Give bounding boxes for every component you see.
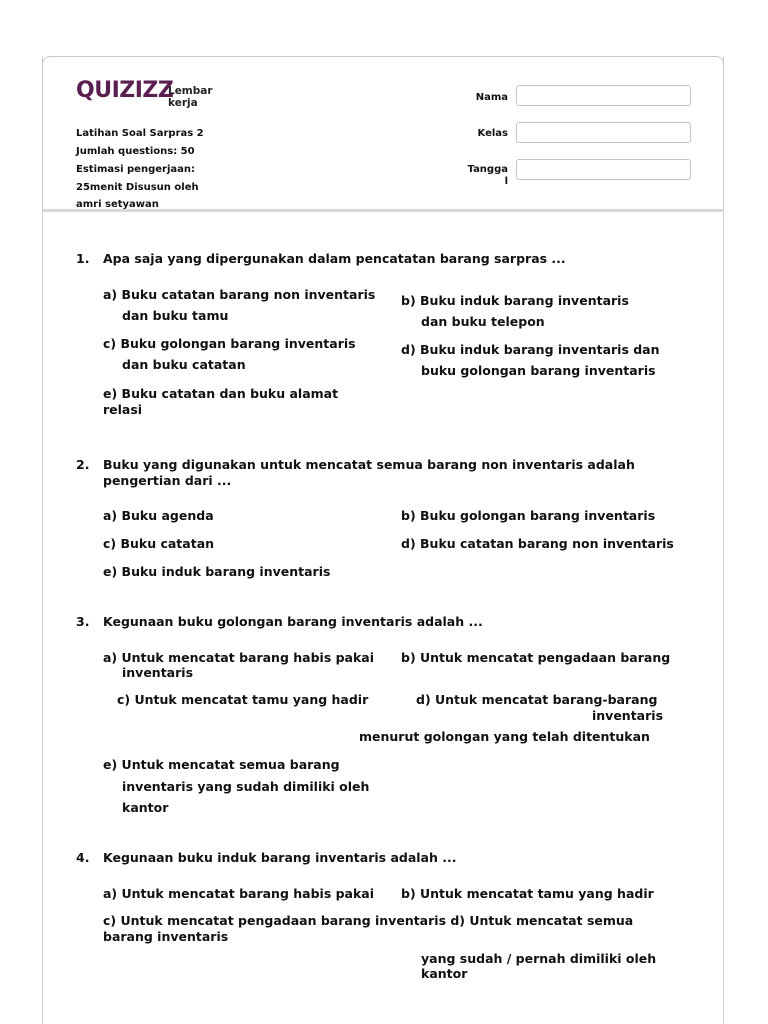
estimated-time-author: 25menit Disusun oleh bbox=[76, 182, 199, 193]
estimated-time: Estimasi pengerjaan: bbox=[76, 164, 195, 175]
date-field[interactable] bbox=[516, 159, 691, 180]
answer-option-a: a) Buku catatan barang non inventaris bbox=[103, 287, 376, 302]
answer-option-b: b) Untuk mencatat tamu yang hadir bbox=[401, 886, 654, 901]
answer-option-d-cont: menurut golongan yang telah ditentukan bbox=[359, 729, 650, 744]
answer-option-b: b) Untuk mencatat pengadaan barang bbox=[401, 650, 671, 665]
class-field[interactable] bbox=[516, 122, 691, 143]
answer-option-e-cont: relasi bbox=[103, 402, 143, 417]
answer-option-d-cont: kantor bbox=[421, 966, 468, 981]
question-text: Buku yang digunakan untuk mencatat semua barang non inventaris adalah bbox=[103, 457, 635, 472]
question-number: 3. bbox=[76, 614, 90, 629]
author-name: amri setyawan bbox=[76, 199, 159, 210]
date-label: Tangga l bbox=[467, 164, 508, 187]
answer-option-a: a) Untuk mencatat barang habis pakai bbox=[103, 886, 375, 901]
answer-option-d: d) Buku catatan barang non inventaris bbox=[401, 536, 674, 551]
answer-option-b: b) Buku golongan barang inventaris bbox=[401, 508, 656, 523]
answer-option-b: b) Buku induk barang inventaris bbox=[401, 293, 629, 308]
question-text: Kegunaan buku induk barang inventaris adalah ... bbox=[103, 850, 457, 865]
answer-option-a-cont: inventaris bbox=[122, 665, 194, 680]
answer-option-e-cont: kantor bbox=[122, 800, 169, 815]
answer-option-e: e) Buku induk barang inventaris bbox=[103, 564, 331, 579]
question-text: Apa saja yang dipergunakan dalam pencatatan barang sarpras ... bbox=[103, 251, 566, 266]
question-text: Kegunaan buku golongan barang inventaris adalah ... bbox=[103, 614, 483, 629]
answer-option-d-cont: buku golongan barang inventaris bbox=[421, 363, 656, 378]
answer-option-d-cont: inventaris bbox=[592, 708, 664, 723]
answer-option-e: e) Buku catatan dan buku alamat bbox=[103, 386, 339, 401]
logo-subtitle: Lembar kerja bbox=[168, 85, 213, 109]
question-number: 2. bbox=[76, 457, 90, 472]
quizizz-logo: QUIZIZZ bbox=[76, 78, 174, 103]
answer-option-c-cont: dan buku catatan bbox=[122, 357, 246, 372]
answer-option-d-cont: yang sudah / pernah dimiliki oleh bbox=[421, 951, 657, 966]
name-field[interactable] bbox=[516, 85, 691, 106]
answer-option-c: c) Buku catatan bbox=[103, 536, 215, 551]
question-number: 4. bbox=[76, 850, 90, 865]
answer-option-c: c) Buku golongan barang inventaris bbox=[103, 336, 356, 351]
quiz-title: Latihan Soal Sarpras 2 bbox=[76, 128, 204, 139]
class-label: Kelas bbox=[477, 128, 508, 139]
question-text-cont: pengertian dari ... bbox=[103, 473, 232, 488]
answer-option-e-cont: inventaris yang sudah dimiliki oleh bbox=[122, 779, 370, 794]
answer-option-a-cont: dan buku tamu bbox=[122, 308, 229, 323]
question-number: 1. bbox=[76, 251, 90, 266]
answer-option-c-cont: barang inventaris bbox=[103, 929, 229, 944]
answer-option-a: a) Untuk mencatat barang habis pakai bbox=[103, 650, 375, 665]
answer-option-d: d) Buku induk barang inventaris dan bbox=[401, 342, 660, 357]
answer-option-c-d: c) Untuk mencatat pengadaan barang inventaris d) Untuk mencatat semua bbox=[103, 913, 634, 928]
answer-option-a: a) Buku agenda bbox=[103, 508, 214, 523]
answer-option-e: e) Untuk mencatat semua barang bbox=[103, 757, 340, 772]
answer-option-d: d) Untuk mencatat barang-barang bbox=[416, 692, 658, 707]
answer-option-c: c) Untuk mencatat tamu yang hadir bbox=[117, 692, 369, 707]
answer-option-b-cont: dan buku telepon bbox=[421, 314, 545, 329]
question-count: Jumlah questions: 50 bbox=[76, 146, 195, 157]
name-label: Nama bbox=[475, 92, 508, 103]
